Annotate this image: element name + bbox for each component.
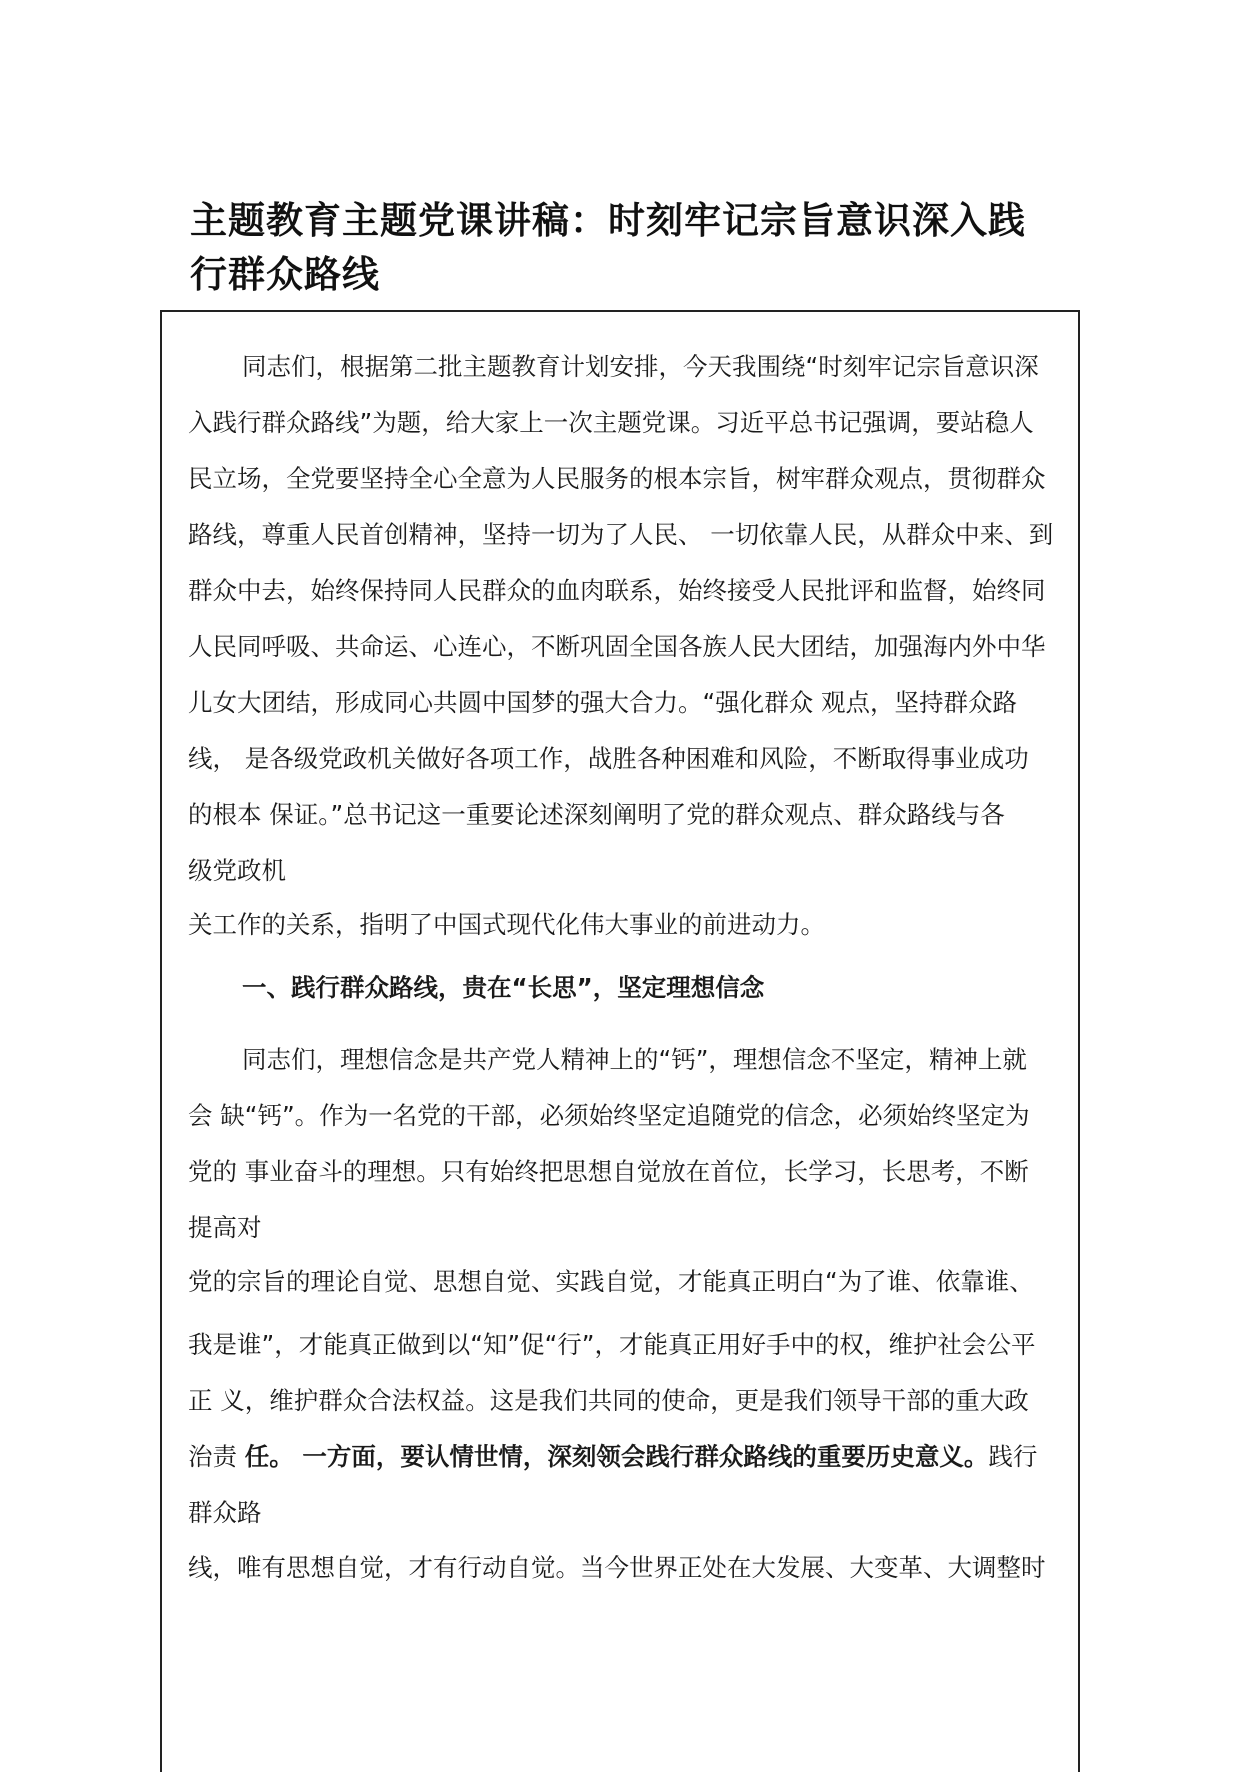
body-line: 民立场，全党要坚持全心全意为人民服务的根本宗旨，树牢群众观点，贯彻群众 (188, 464, 1046, 493)
body-line: 同志们，根据第二批主题教育计划安排，今天我围绕“时刻牢记宗旨意识深 (242, 352, 1039, 381)
body-line-mixed (188, 1438, 1068, 1473)
body-line: 线， 是各级党政机关做好各项工作，战胜各种困难和风险，不断取得事业成功 (188, 744, 1029, 773)
section-heading: 一、践行群众路线，贵在“长思”，坚定理想信念 (242, 973, 765, 1002)
body-line: 关工作的关系，指明了中国式现代化伟大事业的前进动力。 (188, 910, 825, 939)
body-line: 同志们，理想信念是共产党人精神上的“钙”，理想信念不坚定，精神上就 (242, 1045, 1027, 1074)
text-run: 治责 (188, 1442, 245, 1471)
body-line: 会 缺“钙”。作为一名党的干部，必须始终坚定追随党的信念，必须始终坚定为 (188, 1101, 1030, 1130)
body-line: 提高对 (188, 1213, 262, 1242)
body-line: 儿女大团结，形成同心共圆中国梦的强大合力。“强化群众 观点，坚持群众路 (188, 688, 1017, 717)
body-line: 线，唯有思想自觉，才有行动自觉。当今世界正处在大发展、大变革、大调整时 (188, 1553, 1046, 1582)
body-line: 人民同呼吸、共命运、心连心，不断巩固全国各族人民大团结，加强海内外中华 (188, 632, 1046, 661)
body-line: 党的 事业奋斗的理想。只有始终把思想自觉放在首位，长学习，长思考，不断 (188, 1157, 1029, 1186)
bold-text-run: 任。 一方面，要认情世情，深刻领会践行群众路线的重要历史意义。 (244, 1442, 989, 1471)
body-line: 级党政机 (188, 856, 286, 885)
title-line-2: 行群众路线 (190, 253, 380, 296)
body-line: 党的宗旨的理论自觉、思想自觉、实践自觉，才能真正明白“为了谁、依靠谁、 (188, 1267, 1034, 1296)
document-title (190, 194, 1070, 302)
title-line-1: 主题教育主题党课讲稿：时刻牢记宗旨意识深入践 (190, 199, 1026, 242)
body-line: 的根本 保证。”总书记这一重要论述深刻阐明了党的群众观点、群众路线与各 (188, 800, 1005, 829)
text-run: 践行 (988, 1442, 1038, 1471)
body-line: 群众中去，始终保持同人民群众的血肉联系，始终接受人民批评和监督，始终同 (188, 576, 1046, 605)
body-line: 我是谁”，才能真正做到以“知”促“行”，才能真正用好手中的权，维护社会公平 (188, 1330, 1036, 1359)
body-line: 正 义，维护群众合法权益。这是我们共同的使命，更是我们领导干部的重大政 (188, 1386, 1029, 1415)
body-line: 路线，尊重人民首创精神，坚持一切为了人民、 一切依靠人民，从群众中来、到 (188, 520, 1054, 549)
body-line: 入践行群众路线”为题，给大家上一次主题党课。习近平总书记强调，要站稳人 (188, 408, 1034, 437)
body-line: 群众路 (188, 1498, 262, 1527)
